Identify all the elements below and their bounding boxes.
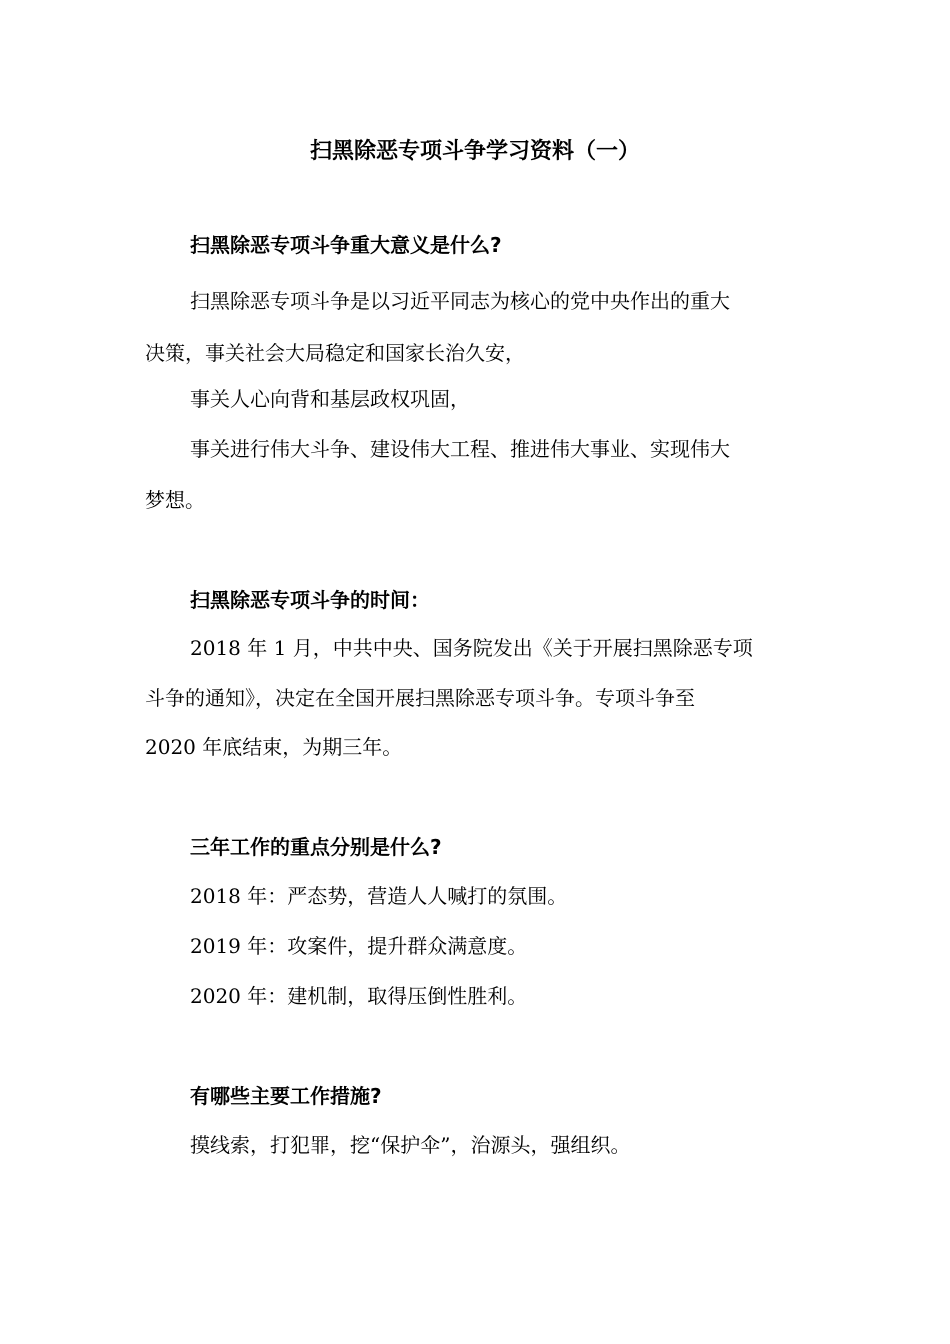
section-heading: 扫黑除恶专项斗争的时间： xyxy=(190,588,430,612)
paragraph-line: 2018 年：严态势，营造人人喊打的氛围。 xyxy=(190,884,568,908)
paragraph-line: 决策，事关社会大局稳定和国家长治久安， xyxy=(145,341,525,365)
paragraph-line: 摸线索，打犯罪，挖“保护伞”，治源头，强组织。 xyxy=(190,1133,631,1157)
paragraph-line: 梦想。 xyxy=(145,488,205,512)
section-heading: 有哪些主要工作措施? xyxy=(190,1084,382,1108)
document-title: 扫黑除恶专项斗争学习资料（一） xyxy=(309,139,640,164)
paragraph-line: 2020 年：建机制，取得压倒性胜利。 xyxy=(190,984,528,1008)
paragraph-line: 事关人心向背和基层政权巩固， xyxy=(190,387,470,411)
section-heading: 三年工作的重点分别是什么? xyxy=(190,835,442,859)
paragraph-line: 2019 年：攻案件，提升群众满意度。 xyxy=(190,934,528,958)
paragraph-line: 扫黑除恶专项斗争是以习近平同志为核心的党中央作出的重大 xyxy=(190,289,730,313)
paragraph-line: 事关进行伟大斗争、建设伟大工程、推进伟大事业、实现伟大 xyxy=(190,437,730,461)
paragraph-line: 斗争的通知》，决定在全国开展扫黑除恶专项斗争。专项斗争至 xyxy=(145,686,695,710)
paragraph-line: 2018 年 1 月，中共中央、国务院发出《关于开展扫黑除恶专项 xyxy=(190,636,753,660)
paragraph-line: 2020 年底结束，为期三年。 xyxy=(145,735,403,759)
section-heading: 扫黑除恶专项斗争重大意义是什么? xyxy=(190,233,502,257)
